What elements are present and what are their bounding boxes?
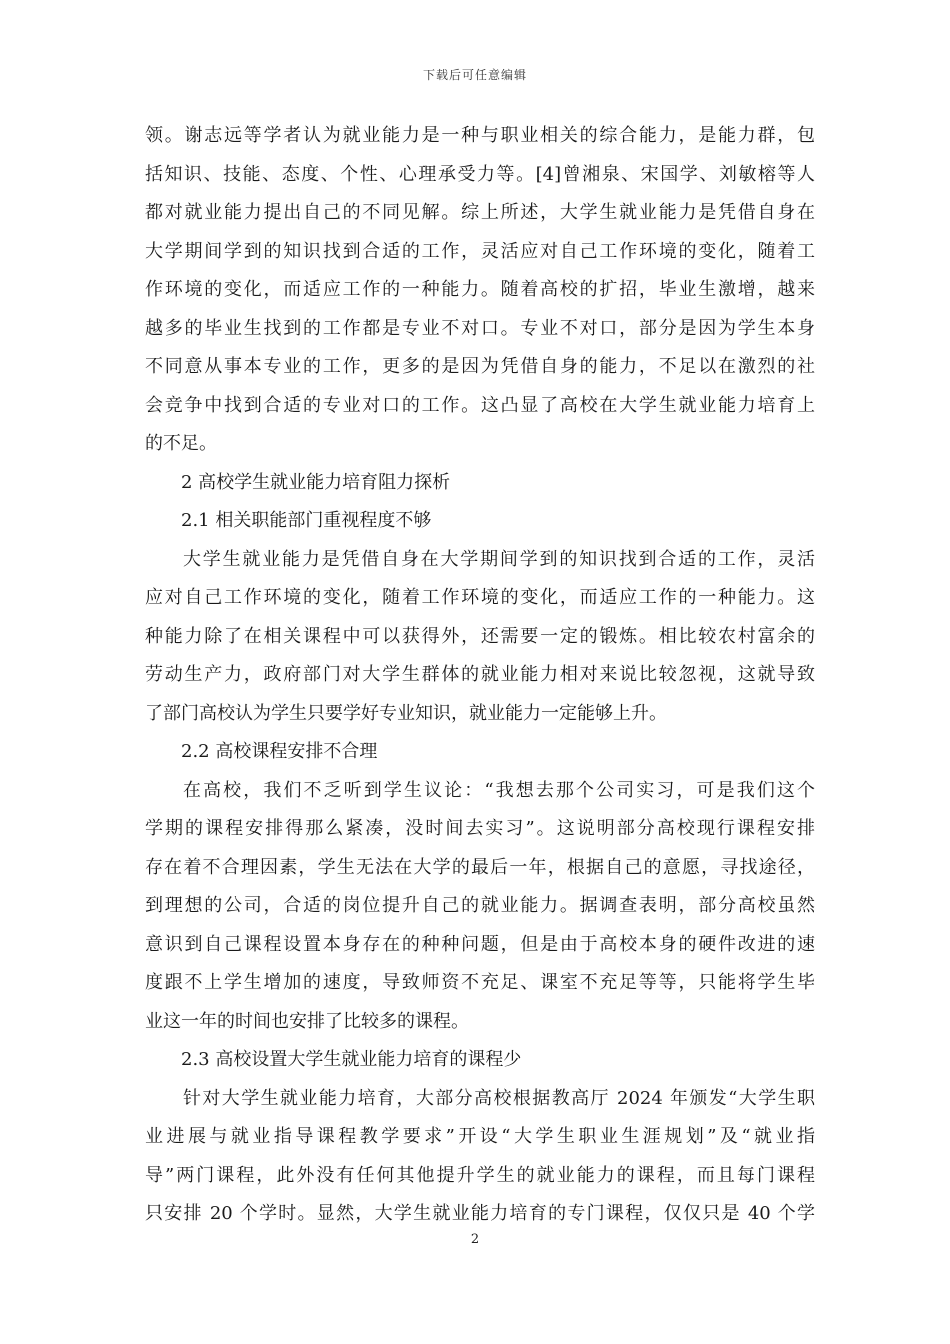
body-text-line: 都对就业能力提出自己的不同见解。综上所述，大学生就业能力是凭借自身在: [145, 202, 815, 223]
body-text-line: 意识到自己课程设置本身存在的种种问题，但是由于高校本身的硬件改进的速: [145, 933, 815, 955]
body-text-line: 不同意从事本专业的工作，更多的是因为凭借自身的能力，不足以在激烈的社: [145, 356, 815, 377]
body-text-line: 到理想的公司，合适的岗位提升自己的就业能力。据调查表明，部分高校虽然: [145, 895, 815, 916]
section-heading: 2.3 高校设置大学生就业能力培育的课程少: [181, 1049, 522, 1070]
body-text-line: 导”两门课程，此外没有任何其他提升学生的就业能力的课程，而且每门课程: [145, 1164, 815, 1186]
body-text-line: 种能力除了在相关课程中可以获得外，还需要一定的锻炼。相比较农村富余的: [145, 625, 815, 647]
body-text-line: 针对大学生就业能力培育，大部分高校根据教高厅 2024 年颁发“大学生职: [183, 1087, 815, 1109]
section-heading: 2 高校学生就业能力培育阻力探析: [181, 471, 451, 493]
body-text-line: 只安排 20 个学时。显然，大学生就业能力培育的专门课程，仅仅只是 40 个学: [145, 1203, 815, 1224]
page-header: 下载后可任意编辑: [422, 68, 527, 82]
body-text-line: 存在着不合理因素，学生无法在大学的最后一年，根据自己的意愿，寻找途径，: [145, 856, 815, 878]
body-text-line: 业这一年的时间也安排了比较多的课程。: [145, 1010, 469, 1032]
section-heading: 2.2 高校课程安排不合理: [181, 741, 378, 762]
body-text-line: 领。谢志远等学者认为就业能力是一种与职业相关的综合能力，是能力群，包: [145, 125, 815, 146]
body-text-line: 学期的课程安排得那么紧凑，没时间去实习”。这说明部分高校现行课程安排: [145, 818, 815, 839]
body-text-line: 大学生就业能力是凭借自身在大学期间学到的知识找到合适的工作，灵活: [183, 548, 815, 570]
body-text-line: 的不足。: [145, 433, 217, 454]
body-text-line: 大学期间学到的知识找到合适的工作，灵活应对自己工作环境的变化，随着工: [145, 240, 815, 262]
body-text-line: 会竞争中找到合适的专业对口的工作。这凸显了高校在大学生就业能力培育上: [145, 394, 815, 416]
body-text-line: 作环境的变化，而适应工作的一种能力。随着高校的扩招，毕业生激增，越来: [145, 279, 815, 300]
body-text-line: 劳动生产力，政府部门对大学生群体的就业能力相对来说比较忽视，这就导致: [145, 664, 815, 685]
body-text-line: 业进展与就业指导课程教学要求”开设“大学生职业生涯规划”及“就业指: [145, 1126, 815, 1147]
body-text-line: 括知识、技能、态度、个性、心理承受力等。[4]曾湘泉、宋国学、刘敏榕等人: [145, 163, 815, 185]
document-body: [145, 117, 815, 1234]
body-text-line: 越多的毕业生找到的工作都是专业不对口。专业不对口，部分是因为学生本身: [145, 317, 815, 339]
body-text-line: 应对自己工作环境的变化，随着工作环境的变化，而适应工作的一种能力。这: [145, 587, 815, 608]
body-text-line: 在高校，我们不乏听到学生议论：“我想去那个公司实习，可是我们这个: [183, 779, 815, 801]
section-heading: 2.1 相关职能部门重视程度不够: [181, 510, 432, 531]
body-text-line: 了部门高校认为学生只要学好专业知识，就业能力一定能够上升。: [145, 702, 667, 724]
body-text-line: 度跟不上学生增加的速度，导致师资不充足、课室不充足等等，只能将学生毕: [145, 972, 815, 993]
page-number: 2: [470, 1232, 480, 1247]
